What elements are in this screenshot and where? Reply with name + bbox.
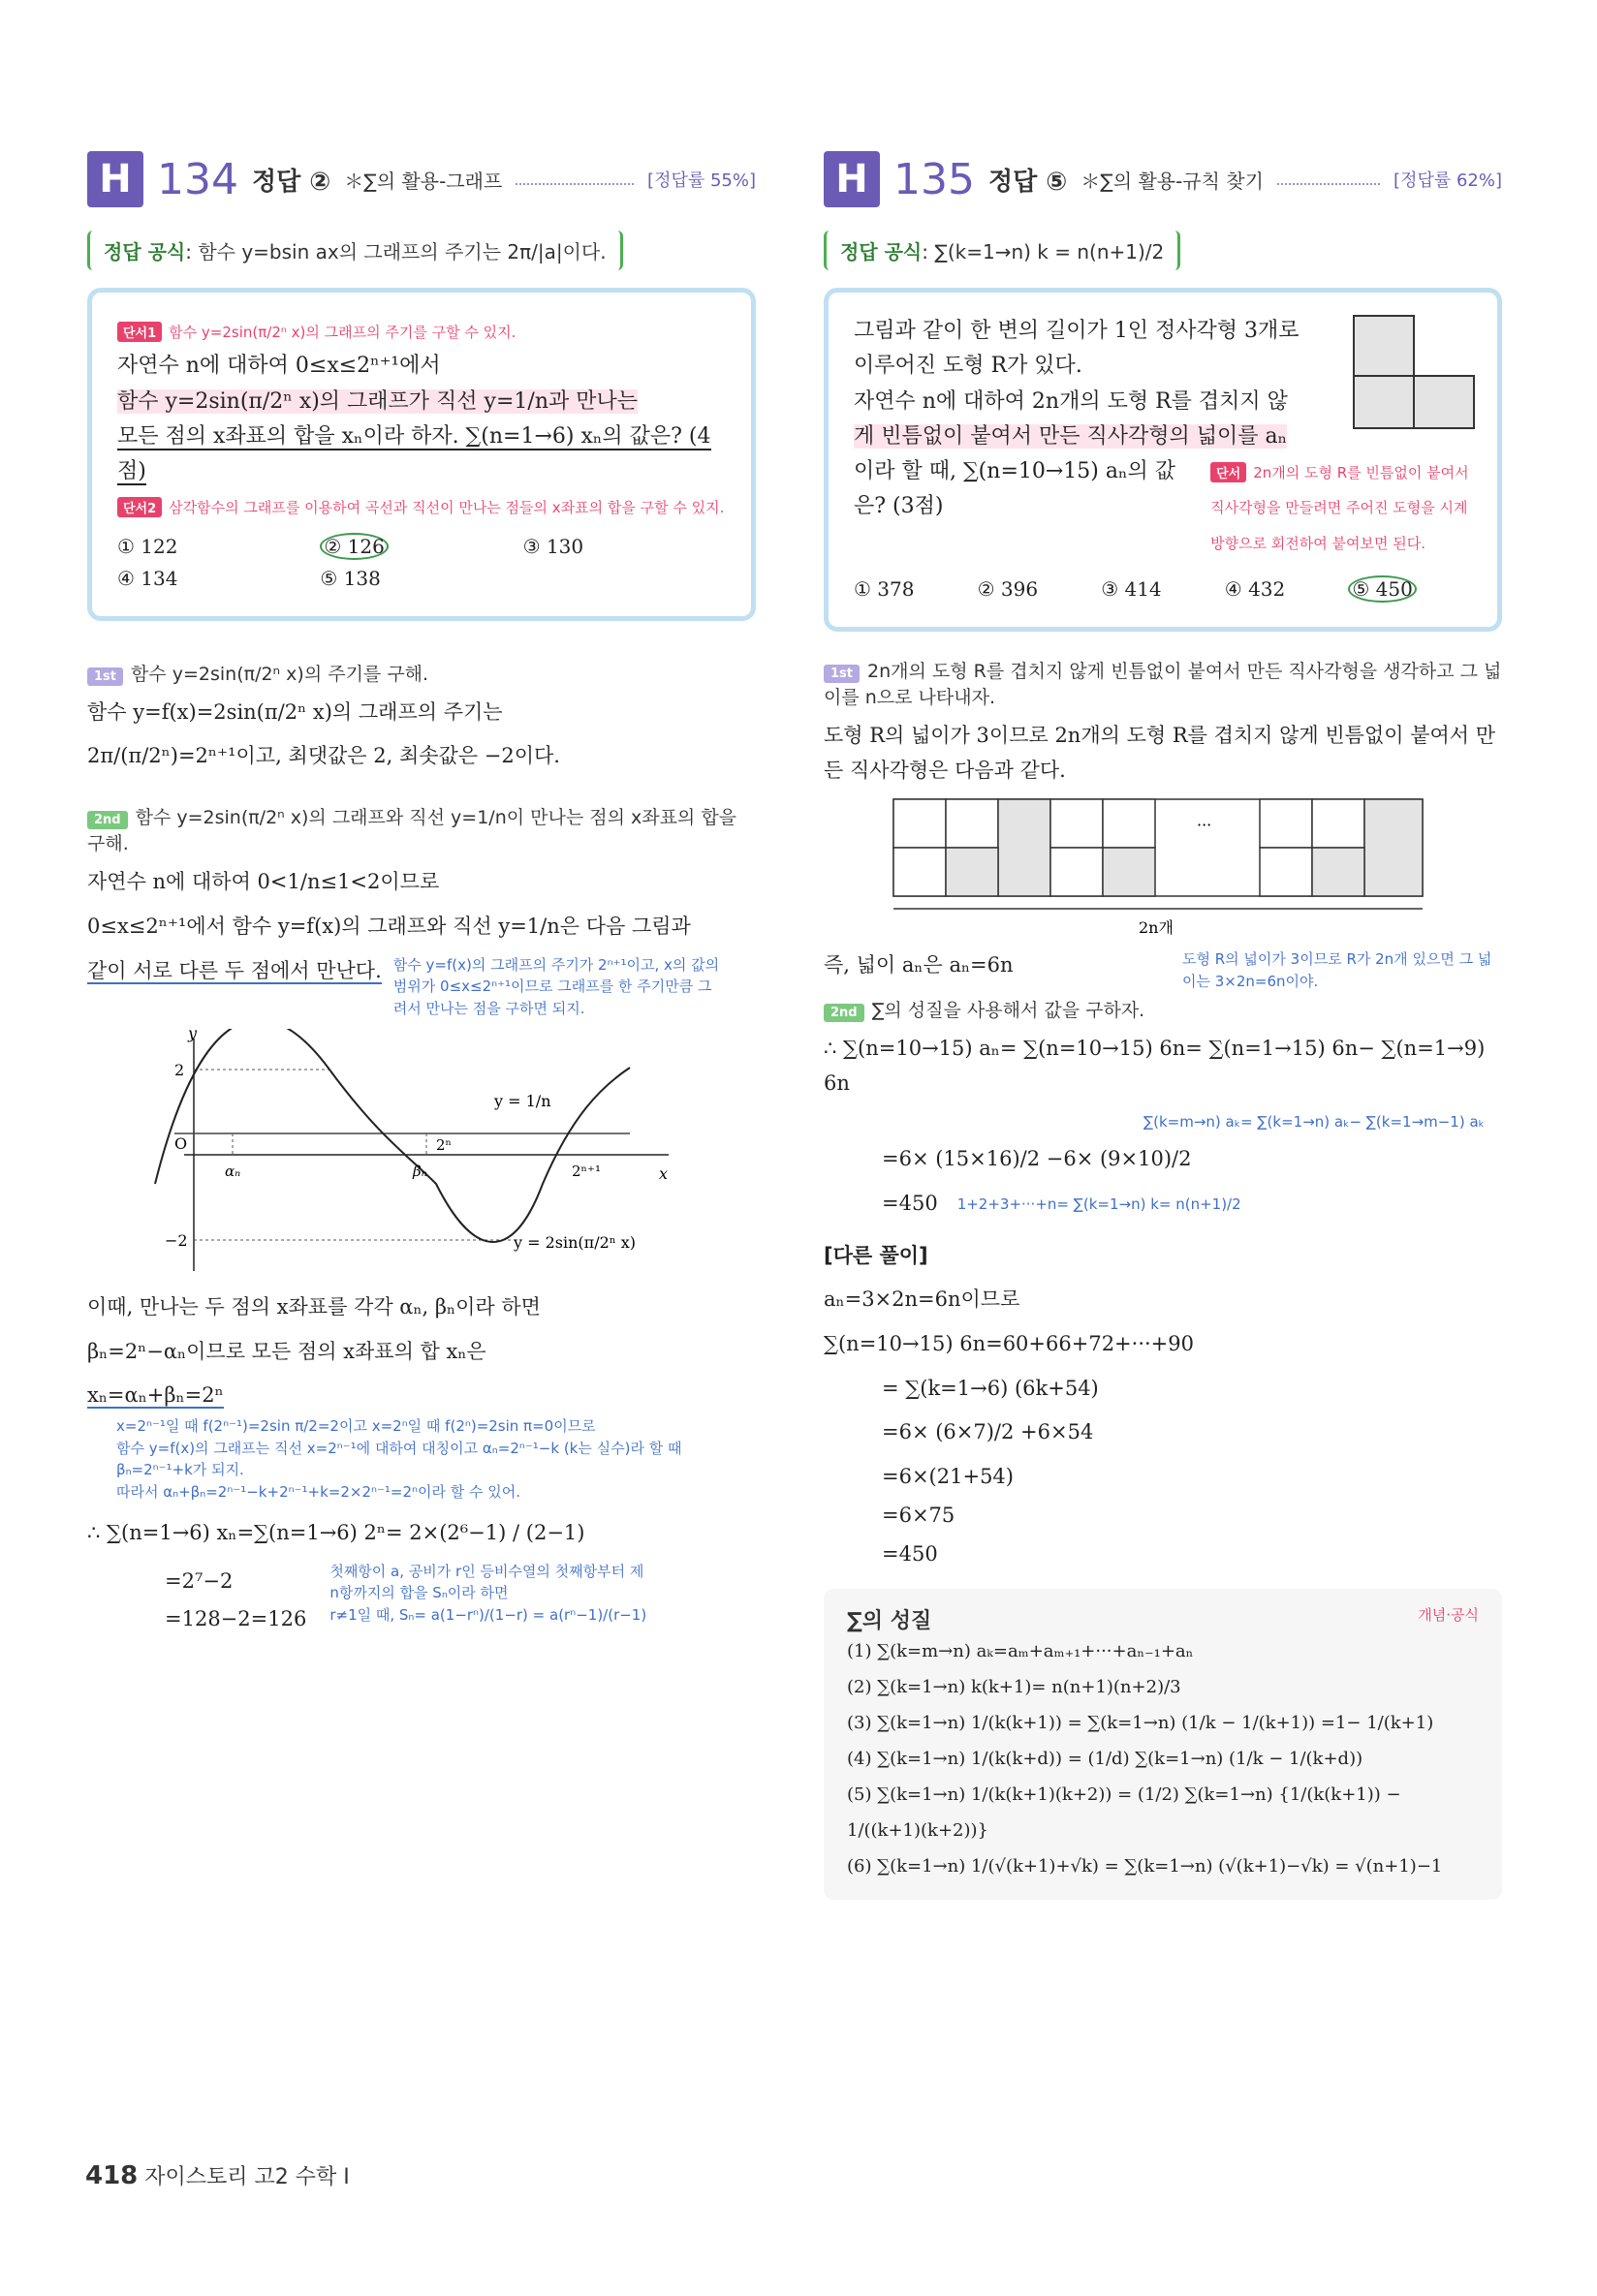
beta-label: βₙ: [413, 1163, 427, 1181]
step2-para-1: 자연수 n에 대하여 0<1/n≤1<2이므로: [87, 870, 440, 894]
problem-134: [87, 145, 756, 1641]
props-tag: 개념·공식: [1418, 1606, 1479, 1625]
formula-text: : ∑(k=1→n) k = n(n+1)/2: [922, 240, 1165, 264]
sigma-properties-box: [824, 1589, 1502, 1900]
rect-cell: [1103, 799, 1155, 848]
choice-list: [117, 531, 726, 595]
accuracy-rate: [정답률 62%]: [1393, 171, 1502, 191]
alt-line-1: aₙ=3×2n=6n이므로: [824, 1288, 1020, 1312]
step1-header: 1st 함수 y=2sin(π/2ⁿ x)의 주기를 구해.: [87, 660, 756, 686]
question-line-5: 이라 할 때, ∑(n=10→15) aₙ의 값은? (3점): [854, 459, 1176, 519]
hint1-text: 함수 y=2sin(π/2ⁿ x)의 그래프의 주기를 구할 수 있지.: [169, 324, 517, 341]
topic: ＊∑의 활용-규칙 찾기: [1080, 169, 1264, 193]
rect-dots: ···: [1197, 816, 1212, 835]
alt-line-2: ∑(n=10→15) 6n=60+66+72+···+90: [824, 1332, 1194, 1356]
step1-para-1: 함수 y=f(x)=2sin(π/2ⁿ x)의 그래프의 주기는: [87, 699, 503, 724]
step1-tag: 1st: [87, 667, 123, 686]
two-n-label: 2ⁿ: [436, 1136, 453, 1155]
hint2-tag: 단서2: [117, 497, 162, 517]
dotted-leader: [1277, 182, 1380, 185]
alpha-label: αₙ: [225, 1163, 241, 1181]
shape-r-square-1: [1354, 316, 1414, 376]
rect-cell: [1103, 848, 1155, 896]
page-number: 418: [85, 2161, 139, 2190]
rect-cell: [1312, 799, 1364, 848]
page-footer: [85, 2160, 350, 2190]
choice-1[interactable]: ① 122: [117, 534, 178, 558]
calc-line-2: =6× (15×16)/2 −6× (9×10)/2: [882, 1147, 1192, 1171]
formula-label: 정답 공식: [104, 240, 186, 264]
step2-note: 함수 y=f(x)의 그래프의 주기가 2ⁿ⁺¹이고, x의 값의 범위가 0≤x≤2ⁿ⁺¹이므로 그래프를 한 주기만큼 그려서 만나는 점을 구하면 되지.: [392, 955, 720, 1017]
alt-solution-title: [다른 풀이]: [824, 1243, 928, 1267]
question-line-3: 자연수 n에 대하여 2n개의 도형 R를 겹치지 않: [854, 388, 1288, 414]
problem-135: [824, 145, 1502, 1900]
step3-note-3: 따라서 αₙ+βₙ=2ⁿ⁻¹−k+2ⁿ⁻¹+k=2×2ⁿ⁻¹=2ⁿ이라 할 수 있어.: [116, 1482, 521, 1501]
choice-5[interactable]: ⑤ 450: [1348, 574, 1472, 605]
shape-r-square-3: [1414, 376, 1474, 428]
calc-note-1: ∑(k=m→n) aₖ= ∑(k=1→n) aₖ− ∑(k=1→m−1) aₖ: [1143, 1112, 1486, 1131]
problem-number: 135: [893, 154, 975, 204]
answer-formula: [87, 231, 623, 270]
rect-cell: [998, 799, 1050, 896]
problem-number: 134: [157, 154, 238, 204]
line-label: y = 1/n: [494, 1092, 551, 1111]
rect-label: 2n개: [1139, 918, 1174, 938]
alt-line-3: = ∑(k=1→6) (6k+54): [882, 1376, 1099, 1400]
h-badge: H: [824, 151, 880, 207]
choice-1[interactable]: ① 378: [854, 577, 915, 602]
h-badge: H: [87, 151, 143, 207]
rect-cell: [1312, 848, 1364, 896]
sine-graph: [145, 1029, 688, 1281]
alt-line-4: =6× (6×7)/2 +6×54: [882, 1420, 1094, 1444]
sine-curve: [155, 1029, 630, 1242]
calc-note-3: 1+2+3+···+n= ∑(k=1→n) k= n(n+1)/2: [956, 1195, 1241, 1213]
prop-5: (5) ∑(k=1→n) 1/(k(k+1)(k+2)) = (1/2) ∑(k=1→n) {1/(k(k+1)) − 1/((k+1)(k+2))}: [847, 1784, 1401, 1841]
accuracy-rate: [정답률 55%]: [647, 171, 756, 191]
question-line-4: 게 빈틈없이 붙여서 만든 직사각형의 넓이를 aₙ: [854, 423, 1288, 449]
question-box: [824, 288, 1502, 632]
step2-tag: 2nd: [87, 811, 128, 829]
formula-text: : 함수 y=bsin ax의 그래프의 주기는 2π/|a|이다.: [185, 240, 607, 264]
shape-r: [1352, 314, 1478, 430]
answer-label: 정답 ②: [251, 167, 331, 197]
prop-4: (4) ∑(k=1→n) 1/(k(k+d)) = (1/d) ∑(k=1→n) (1/k − 1/(k+d)): [847, 1748, 1363, 1769]
choice-2[interactable]: ② 396: [977, 577, 1039, 602]
rect-cell: [893, 848, 946, 896]
problem-header: [824, 145, 1502, 213]
step3-para-3: xₙ=αₙ+βₙ=2ⁿ: [87, 1383, 224, 1408]
calc-note-2: r≠1일 때, Sₙ= a(1−rⁿ)/(1−r) = a(rⁿ−1)/(r−1): [329, 1605, 647, 1624]
step2-para-2: 0≤x≤2ⁿ⁺¹에서 함수 y=f(x)의 그래프와 직선 y=1/n은 다음 그림과: [87, 914, 691, 938]
problem-header: [87, 145, 756, 213]
question-line-1: 그림과 같이 한 변의 길이가 1인 정사각형 3개로: [854, 319, 1300, 343]
calc-line-3: =450: [882, 1192, 938, 1216]
prop-2: (2) ∑(k=1→n) k(k+1)= n(n+1)(n+2)/3: [847, 1677, 1181, 1698]
answer-label: 정답 ⑤: [987, 167, 1068, 197]
alt-line-6: =6×75: [882, 1503, 955, 1527]
hint-tag: 단서: [1210, 462, 1246, 482]
rect-cell: [893, 799, 946, 848]
y-label: y: [188, 1029, 198, 1043]
alt-line-7: =450: [882, 1541, 938, 1566]
hint1-tag: 단서1: [117, 322, 162, 342]
question-box: [87, 288, 756, 621]
book-title: 자이스토리 고2 수학 I: [144, 2165, 350, 2189]
rect-cell: [1260, 848, 1312, 896]
step2-para-3: 같이 서로 다른 두 점에서 만난다.: [87, 958, 382, 982]
rect-cell: [946, 799, 998, 848]
step3-para-1: 이때, 만나는 두 점의 x좌표를 각각 αₙ, βₙ이라 하면: [87, 1295, 541, 1319]
calc-line-1: ∴ ∑(n=1→6) xₙ=∑(n=1→6) 2ⁿ= 2×(2⁶−1) / (2−1): [87, 1521, 585, 1545]
step3-note-1: x=2ⁿ⁻¹일 때 f(2ⁿ⁻¹)=2sin π/2=2이고 x=2ⁿ일 때 f(2ⁿ)=2sin π=0이므로: [116, 1417, 596, 1436]
step1-para-2: 2π/(π/2ⁿ)=2ⁿ⁺¹이고, 최댓값은 2, 최솟값은 −2이다.: [87, 744, 560, 768]
rectangle-figure: [892, 797, 1434, 943]
step1-result-note: 도형 R의 넓이가 3이므로 R가 2n개 있으면 그 넓이는 3×2n=6n이야.: [1182, 950, 1492, 990]
calc-line-3: =128−2=126: [165, 1607, 307, 1631]
rect-cell: [1050, 799, 1103, 848]
step3-para-2: βₙ=2ⁿ−αₙ이므로 모든 점의 x좌표의 합 xₙ은: [87, 1339, 486, 1363]
x-label: x: [659, 1164, 669, 1184]
step1-tag: 1st: [824, 665, 860, 683]
prop-1: (1) ∑(k=m→n) aₖ=aₘ+aₘ₊₁+···+aₙ₋₁+aₙ: [847, 1641, 1194, 1662]
rect-cell: [1050, 848, 1103, 896]
choice-list: [854, 574, 1472, 605]
origin-label: O: [174, 1134, 188, 1154]
step2-header: 2nd 함수 y=2sin(π/2ⁿ x)의 그래프와 직선 y=1/n이 만나는 점의 x좌표의 합을 구해.: [87, 807, 737, 855]
shape-r-square-2: [1354, 376, 1414, 428]
topic: ＊∑의 활용-그래프: [344, 169, 503, 193]
tick-2: 2: [174, 1061, 185, 1080]
props-title: ∑의 성질: [847, 1609, 932, 1634]
choice-5[interactable]: ⑤ 138: [320, 566, 381, 590]
calc-line-2: =2⁷−2: [165, 1568, 234, 1593]
rect-cell: [946, 848, 998, 896]
choice-4[interactable]: ④ 134: [117, 566, 178, 590]
step1-para: 도형 R의 넓이가 3이므로 2n개의 도형 R를 겹치지 않게 빈틈없이 붙여서 만든 직사각형은 다음과 같다.: [824, 724, 1496, 782]
hint2-text: 삼각함수의 그래프를 이용하여 곡선과 직선이 만나는 점들의 x좌표의 합을 구할 수 있지.: [169, 499, 725, 517]
question-line-2: 이루어진 도형 R가 있다.: [854, 354, 1082, 379]
hint-text: 2n개의 도형 R를 빈틈없이 붙여서 직사각형을 만들려면 주어진 도형을 시계 방향으로 회전하여 붙여보면 된다.: [1210, 464, 1469, 552]
step2-tag: 2nd: [824, 1004, 864, 1022]
answer-formula: [824, 231, 1180, 270]
choice-2[interactable]: ② 126: [320, 531, 522, 563]
formula-label: 정답 공식: [840, 240, 923, 264]
step1-header: 1st 2n개의 도형 R를 겹치지 않게 빈틈없이 붙여서 만든 직사각형을 생각하고 그 넓이를 n으로 나타내자.: [824, 661, 1502, 709]
choice-4[interactable]: ④ 432: [1224, 577, 1286, 602]
choice-3[interactable]: ③ 414: [1101, 577, 1162, 602]
choice-3[interactable]: ③ 130: [522, 534, 584, 558]
rect-cell: [1260, 799, 1312, 848]
tick-minus-2: −2: [165, 1231, 188, 1251]
alt-line-5: =6×(21+54): [882, 1465, 1014, 1489]
rect-cell: [1364, 799, 1423, 896]
calc-line-1: ∴ ∑(n=10→15) aₙ= ∑(n=10→15) 6n= ∑(n=1→15) 6n− ∑(n=1→9) 6n: [824, 1037, 1486, 1096]
prop-6: (6) ∑(k=1→n) 1/(√(k+1)+√k) = ∑(k=1→n) (√(k+1)−√k) = √(n+1)−1: [847, 1855, 1443, 1877]
step3-note-2: 함수 y=f(x)의 그래프는 직선 x=2ⁿ⁻¹에 대하여 대칭이고 αₙ=2ⁿ⁻¹−k (k는 실수)라 할 때 βₙ=2ⁿ⁻¹+k가 되지.: [116, 1439, 682, 1479]
question-line-1: 자연수 n에 대하여 0≤x≤2ⁿ⁺¹에서: [117, 354, 441, 379]
calc-note-1: 첫째항이 a, 공비가 r인 등비수열의 첫째항부터 제n항까지의 합을 Sₙ이라 하면: [329, 1562, 644, 1602]
question-line-2: 함수 y=2sin(π/2ⁿ x)의 그래프가 직선 y=1/n과 만나는: [117, 388, 638, 414]
step1-result: 즉, 넓이 aₙ은 aₙ=6n: [824, 953, 1014, 977]
dotted-leader: [516, 182, 634, 185]
two-n1-label: 2ⁿ⁺¹: [572, 1163, 601, 1181]
prop-3: (3) ∑(k=1→n) 1/(k(k+1)) = ∑(k=1→n) (1/k − 1/(k+1)) =1− 1/(k+1): [847, 1712, 1434, 1733]
curve-label: y = 2sin(π/2ⁿ x): [514, 1233, 637, 1253]
question-line-3: 모든 점의 x좌표의 합을 xₙ이라 하자. ∑(n=1→6) xₙ의 값은? (4점): [117, 423, 711, 484]
step2-header: 2nd ∑의 성질을 사용해서 값을 구하자.: [824, 996, 1502, 1022]
